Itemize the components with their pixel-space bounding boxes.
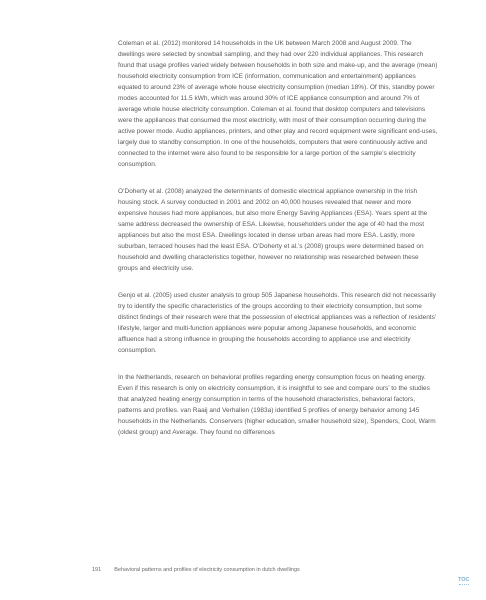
toc-link[interactable] — [458, 577, 470, 585]
toc-label: TOC — [458, 577, 470, 583]
page-footer — [92, 566, 300, 574]
paragraph-genjo: Genjo et al. (2005) used cluster analysis to group 505 Japanese households. This research did not necessarily try to identify the specific characteristics of the groups according to their electricity consumption, but some distinct findings of their research were that the possession of electrical appliances was a reflection of residents’ lifestyle, larger and multi-function appliances were popular among Japanese households, and economic affluence had a strong influence in grouping the households according to appliance use and electricity consumption. — [118, 292, 437, 354]
toc-underline — [459, 584, 469, 585]
body-text — [118, 38, 440, 454]
paragraph-coleman: Coleman et al. (2012) monitored 14 households in the UK between March 2008 and August 2009. The dwellings were selected by snowball sampling, and they had over 220 individual appliances. This research found that usage profiles varied widely between households in both size and make-up, and the average (mean) household electricity consumption from ICE (information, communication and entertainment) appliances equated to around 23% of average whole house electricity consumption (median 18%). Of this, standby power modes accounted for 11.5 kWh, which was around 30% of ICE appliance consumption and around 7% of average whole house electricity consumption. Coleman et al. found that desktop computers and televisions were the appliances that consumed the most electricity, with most of their consumption occurring during the active power mode. Audio appliances, printers, and other play and record equipment were significant end-uses, largely due to standby consumption. In one of the households, computers that were continuously active and connected to the internet were also found to be responsible for a large portion of the sample’s electricity consumption. — [118, 40, 438, 168]
running-title: Behavioral patterns and profiles of electricity consumption in dutch dwellings — [114, 567, 300, 573]
paragraph-odoherty: O’Doherty et al. (2008) analyzed the determinants of domestic electrical appliance ownership in the Irish housing stock. A survey conducted in 2001 and 2002 on 40,000 houses revealed that newer and more expensive houses had more appliances, but also more Energy Saving Appliances (ESA). Years spent at the same address decreased the ownership of ESA. Likewise, householders under the age of 40 had the most appliances but also the most ESA. Dwellings located in dense urban areas had more ESA. Lastly, more suburban, terraced houses had the least ESA. O’Doherty et al.’s (2008) groups were determined based on household and dwelling characteristics together, however no relationship was researched between these groups and electricity use. — [118, 188, 428, 272]
paragraph-netherlands: In the Netherlands, research on behavioral profiles regarding energy consumption focus on heating energy. Even if this research is only on electricity consumption, it is insightful to see and compare ours’ to the studies that analyzed heating energy consumption in terms of the household characteristics, behavioral factors, patterns and profiles. van Raaij and Verhallen (1983a) identified 5 profiles of energy behavior among 145 households in the Netherlands. Conservers (higher education, smaller household size), Spenders, Cool, Warm (oldest group) and Average. They found no differences — [118, 374, 436, 436]
page-number: 191 — [92, 567, 102, 573]
